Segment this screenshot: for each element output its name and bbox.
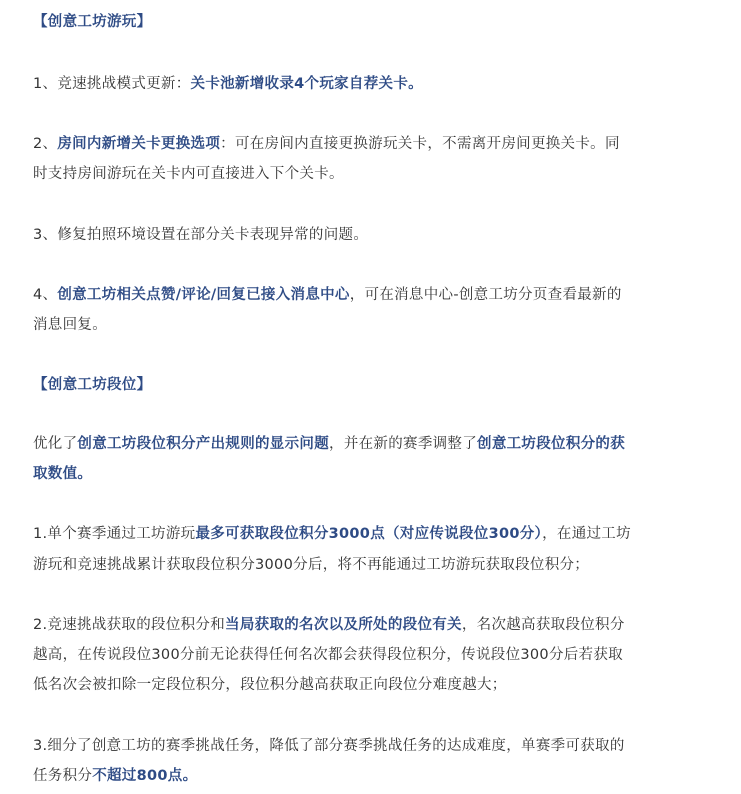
list-item: 3、修复拍照环境设置在部分关卡表现异常的问题。 xyxy=(33,227,369,243)
item-text: 1.单个赛季通过工坊游玩 xyxy=(33,526,196,542)
item-continuation: 游玩和竞速挑战累计获取段位积分3000分后，将不再能通过工坊游玩获取段位积分； xyxy=(33,557,590,573)
list-item xyxy=(33,74,423,94)
item-highlight: 房间内新增关卡更换选项 xyxy=(57,136,221,152)
list-item xyxy=(33,615,625,635)
intro-highlight: 创意工坊段位积分产出规则的显示问题 xyxy=(77,436,330,452)
item-highlight: 当局获取的名次以及所处的段位有关 xyxy=(225,617,462,633)
intro-continuation: 取数值。 xyxy=(33,466,93,482)
intro-highlight: 创意工坊段位积分的获 xyxy=(477,436,626,452)
item-highlight: 关卡池新增收录4个玩家自荐关卡。 xyxy=(190,76,423,92)
item-text: ，可在消息中心-创意工坊分页查看最新的 xyxy=(349,287,622,303)
intro-text: ，并在新的赛季调整了 xyxy=(329,436,478,452)
list-item: 3.细分了创意工坊的赛季挑战任务，降低了部分赛季挑战任务的达成难度，单赛季可获取的 xyxy=(33,738,625,754)
item-continuation xyxy=(33,766,197,786)
list-item xyxy=(33,134,620,154)
item-continuation: 越高，在传说段位300分前无论获得任何名次都会获得段位积分，传说段位300分后若获取 xyxy=(33,647,623,663)
section-title-workshop-play: 【创意工坊游玩】 xyxy=(33,14,152,30)
item-continuation: 消息回复。 xyxy=(33,317,107,333)
intro-text: 优化了 xyxy=(33,436,78,452)
item-text: 4、 xyxy=(33,287,58,303)
item-continuation: 低名次会被扣除一定段位积分，段位积分越高获取正向段位分难度越大； xyxy=(33,677,507,693)
item-text: ，名次越高获取段位积分 xyxy=(461,617,625,633)
item-highlight: 最多可获取段位积分3000点（对应传说段位300分） xyxy=(195,526,543,542)
item-text: 1、竞速挑战模式更新： xyxy=(33,76,191,92)
item-text: ：可在房间内直接更换游玩关卡，不需离开房间更换关卡。同 xyxy=(220,136,620,152)
section-title-workshop-rank: 【创意工坊段位】 xyxy=(33,377,152,393)
item-continuation: 时支持房间游玩在关卡内可直接进入下个关卡。 xyxy=(33,166,344,182)
intro-paragraph xyxy=(33,434,625,454)
item-text: ，在通过工坊 xyxy=(542,526,631,542)
item-text: 2、 xyxy=(33,136,58,152)
item-highlight: 不超过800点。 xyxy=(92,768,198,784)
item-text: 任务积分 xyxy=(33,768,93,784)
list-item xyxy=(33,285,622,305)
list-item xyxy=(33,524,631,544)
item-highlight: 创意工坊相关点赞/评论/回复已接入消息中心 xyxy=(57,287,350,303)
item-text: 2.竞速挑战获取的段位积分和 xyxy=(33,617,226,633)
